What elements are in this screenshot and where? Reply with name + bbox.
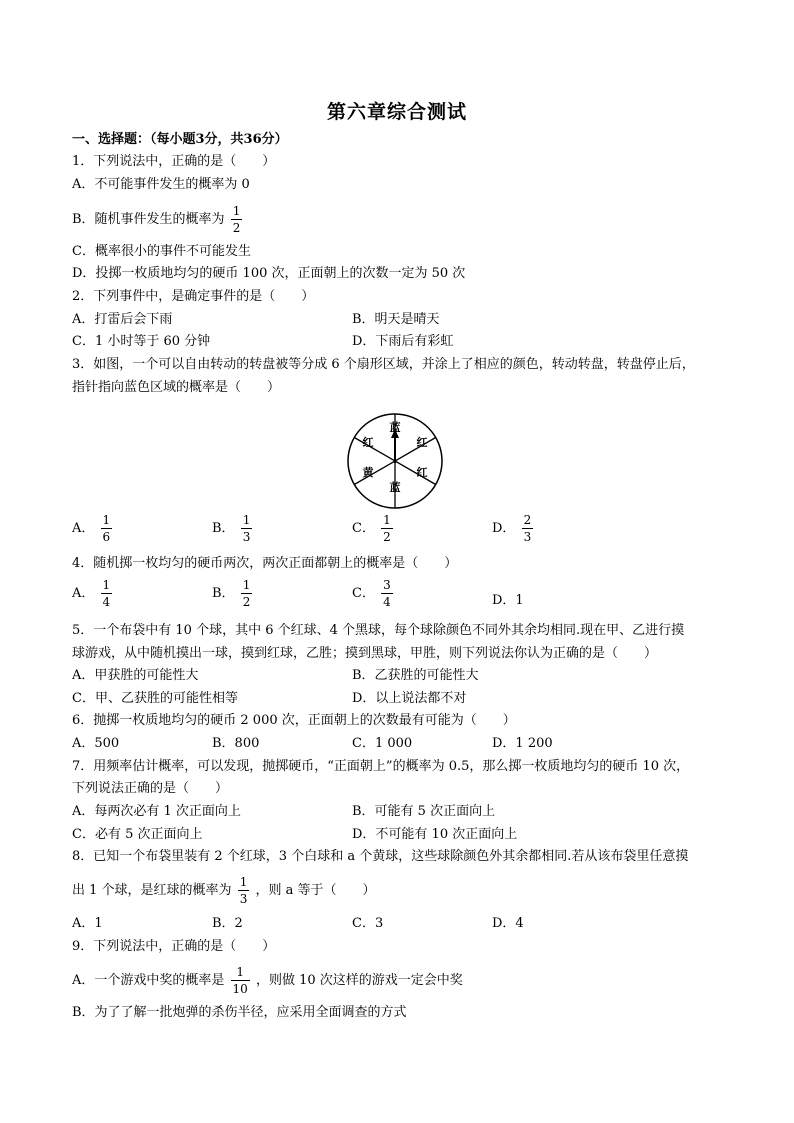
page-title: 第六章综合测试 xyxy=(326,101,467,123)
fraction-denominator: 2 xyxy=(232,221,241,235)
q9-option-a xyxy=(72,966,463,995)
option-label: C． xyxy=(352,521,375,536)
fraction-numerator: 1 xyxy=(242,513,251,527)
q7-stem-line1: 7．用频率估计概率，可以发现，抛掷硬币，“正面朝上”的概率为 0.5，那么掷一枚质地均匀的硬币 10 次， xyxy=(72,759,690,774)
q7-stem-line2: 下列说法正确的是（ ） xyxy=(72,781,229,796)
q1-option-d: D．投掷一枚质地均匀的硬币 100 次，正面朝上的次数一定为 50 次 xyxy=(72,266,466,281)
q6-option-d: D．1 200 xyxy=(492,736,553,751)
q8-stem-text-end: ，则 a 等于（ ） xyxy=(255,883,376,898)
fraction-numerator: 1 xyxy=(102,578,111,592)
option-label: B． xyxy=(212,586,235,601)
q5-option-c: C．甲、乙获胜的可能性相等 xyxy=(72,691,238,706)
q4-option-a xyxy=(72,579,114,608)
fraction-denominator: 10 xyxy=(232,982,248,996)
q7-option-c: C．必有 5 次正面向上 xyxy=(72,827,203,842)
q5-stem-line2: 球游戏，从中随机摸出一球，摸到红球，乙胜；摸到黑球，甲胜，则下列说法你认为正确的是（ ） xyxy=(72,646,658,661)
option-fraction xyxy=(381,579,393,608)
fraction-denominator: 3 xyxy=(523,530,532,544)
q9-option-a-text-end: ，则做 10 次这样的游戏一定会中奖 xyxy=(255,973,463,988)
option-label: A． xyxy=(72,586,95,601)
q8-stem-line1: 8．已知一个布袋里装有 2 个红球，3 个白球和 a 个黄球，这些球除颜色外其余都相同.若从该布袋里任意摸 xyxy=(72,849,689,864)
q5-option-a: A．甲获胜的可能性大 xyxy=(72,668,199,683)
q6-stem: 6．抛掷一枚质地均匀的硬币 2 000 次，正面朝上的次数最有可能为（ ） xyxy=(72,713,516,728)
spinner-figure xyxy=(345,411,445,511)
q4-stem: 4．随机掷一枚均匀的硬币两次，两次正面都朝上的概率是（ ） xyxy=(72,556,458,571)
sector-label-bottom: 蓝 xyxy=(389,481,401,494)
q9-stem: 9．下列说法中，正确的是（ ） xyxy=(72,939,276,954)
q8-fraction xyxy=(238,876,250,905)
q5-option-b: B．乙获胜的可能性大 xyxy=(352,668,479,683)
option-fraction xyxy=(241,579,253,608)
q8-option-b: B．2 xyxy=(212,916,243,931)
option-fraction xyxy=(101,579,113,608)
q8-option-d: D．4 xyxy=(492,916,524,931)
option-label: A． xyxy=(72,521,95,536)
q7-option-b: B．可能有 5 次正面向上 xyxy=(352,804,496,819)
fraction-numerator: 1 xyxy=(231,966,250,981)
fraction-numerator: 1 xyxy=(102,513,111,527)
q7-option-d: D．不可能有 10 次正面向上 xyxy=(352,827,518,842)
q1-stem: 1．下列说法中，正确的是（ ） xyxy=(72,154,276,169)
option-fraction xyxy=(101,514,113,543)
q1-option-b-text: B．随机事件发生的概率为 xyxy=(72,212,225,227)
fraction-numerator: 3 xyxy=(383,578,391,592)
q2-stem: 2．下列事件中，是确定事件的是（ ） xyxy=(72,289,315,304)
q3-option-b xyxy=(212,514,254,543)
option-fraction xyxy=(241,514,253,543)
q4-option-b xyxy=(212,579,254,608)
q1-option-c: C．概率很小的事件不可能发生 xyxy=(72,244,251,259)
fraction-denominator: 6 xyxy=(102,530,111,544)
q6-option-b: B．800 xyxy=(212,736,260,751)
q1-option-b-fraction xyxy=(231,205,243,234)
q6-option-c: C．1 000 xyxy=(352,736,413,751)
q9-option-a-text: A．一个游戏中奖的概率是 xyxy=(72,973,225,988)
sector-label-top: 蓝 xyxy=(389,421,401,434)
sector-label-lower-right: 红 xyxy=(416,466,428,479)
fraction-numerator: 1 xyxy=(383,513,391,527)
option-label: B． xyxy=(212,521,235,536)
q8-option-a: A．1 xyxy=(72,916,103,931)
fraction-denominator: 4 xyxy=(383,595,391,609)
fraction-numerator: 1 xyxy=(242,578,251,592)
fraction-denominator: 2 xyxy=(383,530,391,544)
q3-stem-line2: 指针指向蓝色区域的概率是（ ） xyxy=(72,380,281,395)
q4-option-d: D．1 xyxy=(492,593,524,608)
fraction-denominator: 4 xyxy=(102,595,111,609)
q3-option-a xyxy=(72,514,114,543)
q2-option-a: A．打雷后会下雨 xyxy=(72,312,173,327)
q2-option-c: C．1 小时等于 60 分钟 xyxy=(72,334,211,349)
q2-option-d: D．下雨后有彩虹 xyxy=(352,334,454,349)
q1-option-a: A．不可能事件发生的概率为 0 xyxy=(72,177,250,192)
q9-option-a-fraction xyxy=(231,966,250,995)
fraction-denominator: 2 xyxy=(242,595,251,609)
q2-option-b: B．明天是晴天 xyxy=(352,312,440,327)
q6-option-a: A．500 xyxy=(72,736,120,751)
sector-label-upper-left: 红 xyxy=(362,436,374,449)
section-heading: 一、选择题：（每小题3分，共36分） xyxy=(72,132,288,147)
fraction-numerator: 1 xyxy=(239,875,248,889)
q3-option-c xyxy=(352,514,395,543)
q5-option-d: D．以上说法都不对 xyxy=(352,691,467,706)
q8-option-c: C．3 xyxy=(352,916,384,931)
option-fraction xyxy=(381,514,393,543)
q7-option-a: A．每两次必有 1 次正面向上 xyxy=(72,804,241,819)
fraction-numerator: 1 xyxy=(232,204,241,218)
option-label: D． xyxy=(492,521,516,536)
q8-stem-line2 xyxy=(72,876,375,905)
q5-stem-line1: 5．一个布袋中有 10 个球，其中 6 个红球、4 个黑球，每个球除颜色不同外其余均相同.现在甲、乙进行摸 xyxy=(72,623,685,638)
sector-label-lower-left: 黄 xyxy=(362,466,374,479)
q3-stem-line1: 3．如图，一个可以自由转动的转盘被等分成 6 个扇形区域，并涂上了相应的颜色，转动转盘，转盘停止后， xyxy=(72,357,695,372)
q3-option-d xyxy=(492,514,535,543)
q8-stem-text: 出 1 个球，是红球的概率为 xyxy=(72,883,232,898)
fraction-denominator: 3 xyxy=(242,530,251,544)
fraction-denominator: 3 xyxy=(239,892,248,906)
q4-option-c xyxy=(352,579,395,608)
q1-option-b xyxy=(72,205,244,234)
option-label: C． xyxy=(352,586,375,601)
fraction-numerator: 2 xyxy=(523,513,532,527)
q9-option-b: B．为了了解一批炮弹的杀伤半径，应采用全面调查的方式 xyxy=(72,1005,407,1020)
sector-label-upper-right: 红 xyxy=(416,436,428,449)
option-fraction xyxy=(522,514,534,543)
